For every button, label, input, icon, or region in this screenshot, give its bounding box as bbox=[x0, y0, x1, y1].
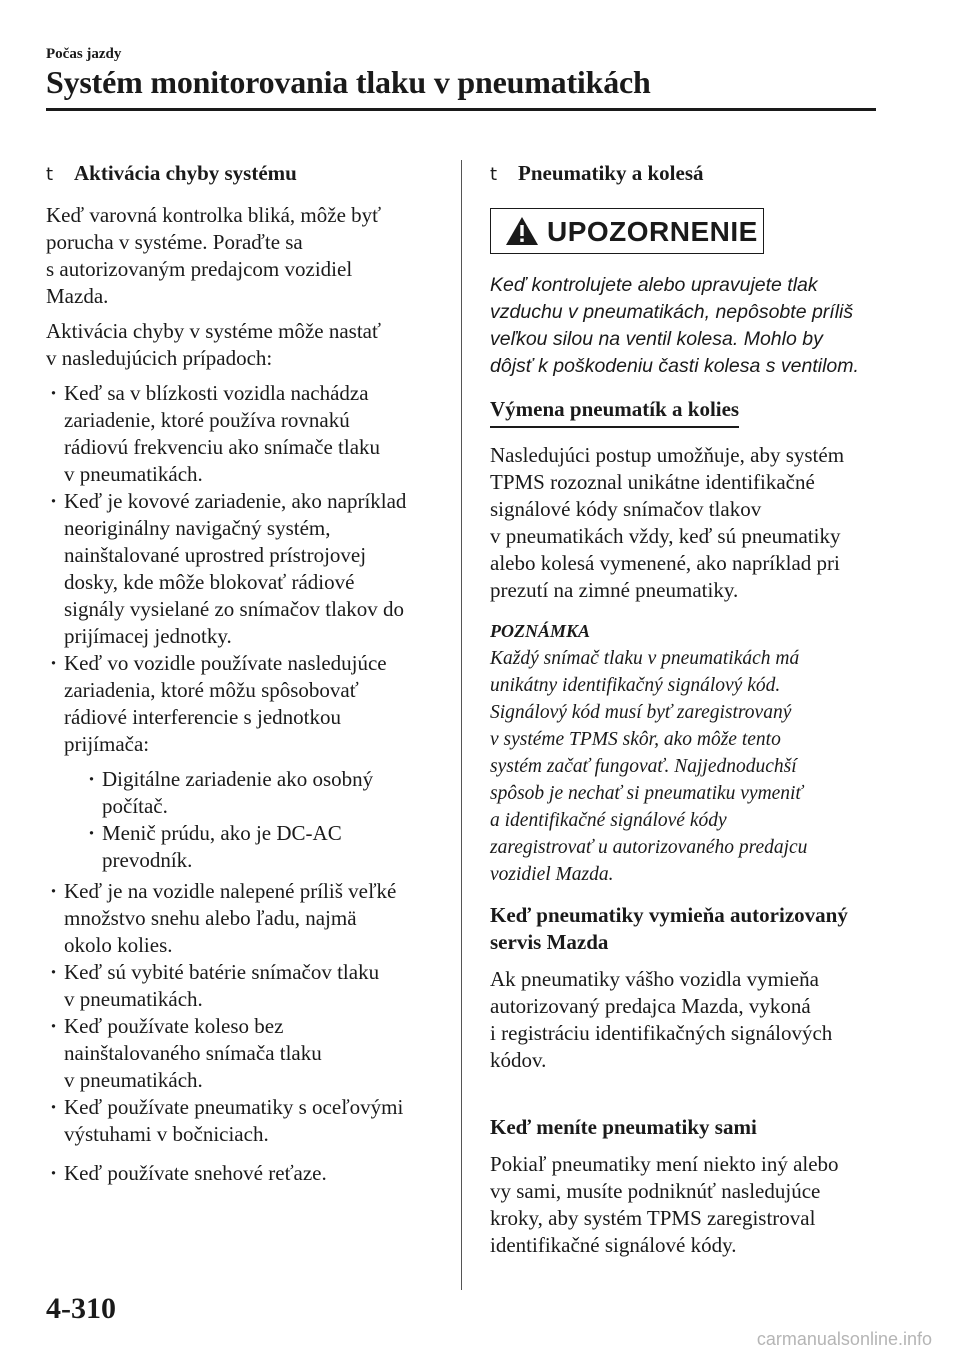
text-line: vozidiel Mazda. bbox=[490, 864, 614, 885]
list-item bbox=[46, 1160, 446, 1187]
list-item bbox=[46, 1094, 446, 1148]
text-line: · Keď je kovové zariadenie, ako napríklad bbox=[64, 489, 407, 513]
paragraph-procedure bbox=[490, 442, 890, 604]
text-line: TPMS rozoznal unikátne identifikačné bbox=[490, 470, 815, 494]
right-column bbox=[490, 160, 890, 1259]
text-line: nainštalované uprostred prístrojovej bbox=[64, 543, 367, 567]
page-title: Systém monitorovania tlaku v pneumatikách bbox=[46, 64, 651, 100]
section-title: Pneumatiky a kolesá bbox=[518, 161, 704, 185]
error-cases-list bbox=[46, 380, 446, 1187]
text-line: · Keď používate pneumatiky s oceľovými bbox=[64, 1095, 404, 1119]
text-line: porucha v systéme. Poraďte sa bbox=[46, 230, 303, 254]
text-line: dosky, kde môže blokovať rádiové bbox=[64, 570, 355, 594]
text-line: zariadenie, ktoré používa rovnakú bbox=[64, 408, 350, 432]
paragraph-self bbox=[490, 1151, 890, 1259]
list-item bbox=[46, 878, 446, 959]
text-line: servis Mazda bbox=[490, 930, 609, 954]
text-line: Aktivácia chyby v systéme môže nastať bbox=[46, 319, 381, 343]
list-item bbox=[46, 380, 446, 488]
paragraph-warning-blink bbox=[46, 202, 446, 310]
text-line: okolo kolies. bbox=[64, 933, 173, 957]
section-marker-icon: t bbox=[490, 164, 498, 185]
text-line: zaregistrovať u autorizovaného predajcu bbox=[490, 837, 808, 858]
list-item bbox=[46, 488, 446, 650]
section-heading-tires-wheels bbox=[490, 160, 890, 188]
chapter-subtitle: Počas jazdy bbox=[46, 46, 122, 62]
section-marker-icon: t bbox=[46, 164, 54, 185]
text-line: · Keď sú vybité batérie snímačov tlaku bbox=[64, 960, 380, 984]
heading-dealer-replacement bbox=[490, 902, 890, 956]
text-line: identifikačné signálové kódy. bbox=[490, 1233, 737, 1257]
caution-box bbox=[490, 208, 764, 254]
left-column bbox=[46, 160, 446, 1187]
text-line: v pneumatikách. bbox=[64, 987, 203, 1011]
watermark: carmanualsonline.info bbox=[756, 1329, 932, 1349]
text-line: · Keď je na vozidle nalepené príliš veľké bbox=[64, 879, 397, 903]
list-item bbox=[84, 820, 446, 874]
note-label: POZNÁMKA bbox=[490, 621, 591, 641]
header-rule bbox=[46, 108, 876, 111]
text-line: nainštalovaného snímača tlaku bbox=[64, 1041, 322, 1065]
text-line: Ak pneumatiky vášho vozidla vymieňa bbox=[490, 967, 819, 991]
text-line: prezutí na zimné pneumatiky. bbox=[490, 578, 739, 602]
text-line: · Digitálne zariadenie ako osobný bbox=[102, 767, 374, 791]
section-heading-system-error bbox=[46, 160, 446, 188]
text-line: v pneumatikách. bbox=[64, 462, 203, 486]
text-line: s autorizovaným predajcom vozidiel bbox=[46, 257, 353, 281]
text-line: · Menič prúdu, ako je DC-AC bbox=[102, 821, 342, 845]
text-line: a identifikačné signálové kódy bbox=[490, 810, 727, 831]
text-line: Každý snímač tlaku v pneumatikách má bbox=[490, 648, 800, 669]
text-line: výstuhami v bočniciach. bbox=[64, 1122, 269, 1146]
list-item bbox=[46, 959, 446, 1013]
text-line: autorizovaný predajca Mazda, vykoná bbox=[490, 994, 811, 1018]
text-line: signálové kódy snímačov tlakov bbox=[490, 497, 762, 521]
page-number: 4-310 bbox=[46, 1292, 116, 1325]
text-line: systém začať fungovať. Najjednoduchší bbox=[490, 756, 797, 777]
text-line: kroky, aby systém TPMS zaregistroval bbox=[490, 1206, 816, 1230]
text-line: · Keď používate snehové reťaze. bbox=[64, 1161, 327, 1185]
text-line: vy sami, musíte podniknúť nasledujúce bbox=[490, 1179, 821, 1203]
text-line: vzduchu v pneumatikách, nepôsobte príliš bbox=[490, 301, 854, 323]
device-sublist bbox=[84, 766, 446, 874]
text-line: Keď kontrolujete alebo upravujete tlak bbox=[490, 274, 818, 296]
text-line: počítač. bbox=[102, 794, 168, 818]
text-line: Pokiaľ pneumatiky mení niekto iný alebo bbox=[490, 1152, 839, 1176]
text-line: v nasledujúcich prípadoch: bbox=[46, 346, 273, 370]
paragraph-error-cases bbox=[46, 318, 446, 372]
warning-triangle-icon bbox=[505, 216, 539, 246]
text-line: signály vysielané zo snímačov tlakov do bbox=[64, 597, 405, 621]
text-line: veľkou silou na ventil kolesa. Mohlo by bbox=[490, 328, 823, 350]
text-line: kódov. bbox=[490, 1048, 547, 1072]
text-line: rádiovú frekvenciu ako snímače tlaku bbox=[64, 435, 381, 459]
list-item bbox=[46, 650, 446, 874]
list-item bbox=[84, 766, 446, 820]
text-line: množstvo snehu alebo ľadu, najmä bbox=[64, 906, 357, 930]
text-line: prijímača: bbox=[64, 732, 150, 756]
column-divider bbox=[461, 160, 462, 1290]
text-line: zariadenia, ktoré môžu spôsobovať bbox=[64, 678, 359, 702]
paragraph-dealer bbox=[490, 966, 890, 1074]
text-line: Signálový kód musí byť zaregistrovaný bbox=[490, 702, 792, 723]
text-line: prijímacej jednotky. bbox=[64, 624, 232, 648]
text-line: · Keď používate koleso bez bbox=[64, 1014, 284, 1038]
caution-label: UPOZORNENIE bbox=[547, 215, 758, 247]
caution-text bbox=[490, 272, 890, 380]
text-line: dôjsť k poškodeniu časti kolesa s ventilom. bbox=[490, 355, 859, 377]
subsection-title: Výmena pneumatík a kolies bbox=[490, 396, 739, 428]
list-item bbox=[46, 1013, 446, 1094]
text-line: · Keď sa v blízkosti vozidla nachádza bbox=[64, 381, 369, 405]
section-title: Aktivácia chyby systému bbox=[74, 161, 297, 185]
text-line: rádiové interferencie s jednotkou bbox=[64, 705, 341, 729]
text-line: unikátny identifikačný signálový kód. bbox=[490, 675, 781, 696]
text-line: spôsob je nechať si pneumatiku vymeniť bbox=[490, 783, 803, 804]
note-text bbox=[490, 645, 890, 888]
text-line: prevodník. bbox=[102, 848, 193, 872]
heading-self-replacement: Keď meníte pneumatiky sami bbox=[490, 1115, 757, 1139]
text-line: i registráciu identifikačných signálových bbox=[490, 1021, 833, 1045]
text-line: v pneumatikách vždy, keď sú pneumatiky bbox=[490, 524, 841, 548]
text-line: Mazda. bbox=[46, 284, 109, 308]
text-line: Keď pneumatiky vymieňa autorizovaný bbox=[490, 903, 848, 927]
text-line: Keď varovná kontrolka bliká, môže byť bbox=[46, 203, 382, 227]
text-line: v pneumatikách. bbox=[64, 1068, 203, 1092]
text-line: v systéme TPMS skôr, ako môže tento bbox=[490, 729, 781, 750]
text-line: neoriginálny navigačný systém, bbox=[64, 516, 331, 540]
text-line: · Keď vo vozidle používate nasledujúce bbox=[64, 651, 387, 675]
text-line: alebo kolesá vymenené, ako napríklad pri bbox=[490, 551, 840, 575]
text-line: Nasledujúci postup umožňuje, aby systém bbox=[490, 443, 845, 467]
